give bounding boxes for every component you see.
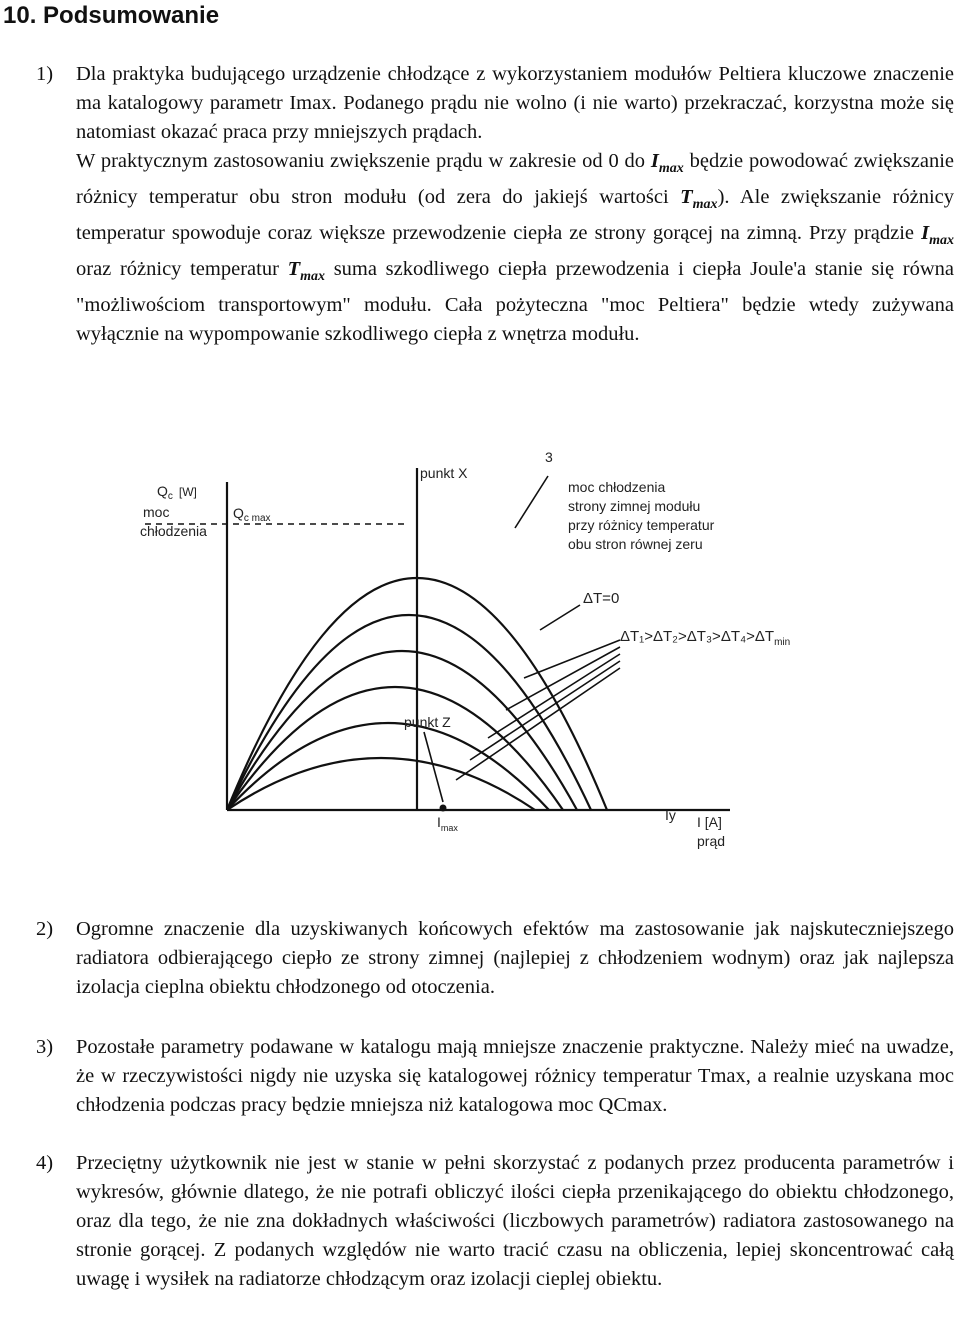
pointer-dt1: [524, 640, 620, 678]
item-body: Ogromne znaczenie dla uzyskiwanych końcowych efektów ma zastosowanie jak najskuteczniejszego radiatora odbierającego ciepło ze strony zimnej (najlepiej z chłodzeniem wodnym) oraz jak najlepsza izolacja cieplna obiektu chłodzonego od otoczenia.: [76, 918, 954, 998]
svg-text:Qc[W]: [157, 483, 197, 502]
legend-line-1: moc chłodzenia: [568, 479, 666, 495]
item-body: Przeciętny użytkownik nie jest w stanie w pełni skorzystać z podanych przez producenta parametrów i wykresów, głównie dlatego, że nie potrafi obliczyć ilości ciepła przenikającego do obiektu chłodzonego, oraz dla tego, że nie zna dokładnych właściwości (liczbowych parametrów) radiatora zastosowanego na stronie gorącej. Z podanych względów nie warto tracić czasu na obliczenia, lepiej skoncentrować całą uwagę i wysiłek na radiatorze chłodzącym oraz izolacji cieplej obiektu.: [76, 1152, 954, 1290]
x-imax-symbol: I: [437, 814, 441, 830]
list-item-1: [36, 60, 954, 349]
paragraph-current-increase: [76, 147, 954, 349]
delta-t0-label: ΔT=0: [583, 590, 620, 607]
pointer-dt4: [470, 661, 620, 760]
item-number: 1): [36, 63, 54, 85]
symbol-imax: $I_{max}$: [650, 150, 684, 177]
pointer-dtmin: [456, 668, 620, 780]
symbol-tmax: $T_{max}$: [287, 258, 326, 285]
item-number: 4): [36, 1152, 54, 1174]
delta-t-series-sub: min: [774, 637, 791, 648]
pointer-curve-3: [515, 476, 548, 528]
item-body: [76, 60, 954, 349]
x-imax-sub: max: [440, 823, 458, 833]
x-axis-label: prąd: [697, 833, 726, 849]
text-run: będzie powodować zwiększanie różnicy temperatur obu stron modułu (od zera do jakiejś wartości: [76, 150, 955, 209]
legend-line-2: strony zimnej modułu: [568, 498, 701, 514]
y-axis-label-chlodzenia: chłodzenia: [140, 523, 207, 539]
section-heading: 10. Podsumowanie: [3, 2, 220, 29]
symbol-imax: $I_{max}$: [921, 222, 954, 249]
qcmax-symbol: Q: [233, 505, 244, 521]
item-number: 2): [36, 918, 54, 940]
svg-text:Qc max: [233, 505, 271, 524]
punkt-x-label: punkt X: [420, 465, 468, 481]
curve-dtmin: [227, 758, 535, 810]
item-number: 3): [36, 1036, 54, 1058]
text-run: suma szkodliwego ciepła przewodzenia i ciepła Joule'a stanie się równa "możliwościom transportowym" modułu. Cała pożyteczna "moc Peltiera" będzie wtedy zużywana wyłącznie na wypompowanie szkodliwego ciepła z wnętrza modułu.: [76, 258, 955, 346]
x-axis-unit: I [A]: [697, 814, 722, 830]
curve-number-label: 3: [545, 449, 553, 465]
list-item-3: [36, 1033, 954, 1120]
list-item-4: [36, 1149, 954, 1294]
text-run: oraz różnicy temperatur: [76, 258, 288, 281]
y-axis-label-moc: moc: [143, 504, 170, 520]
pointer-dt2: [506, 647, 620, 710]
y-axis-symbol: Q: [157, 483, 168, 499]
delta-t-series: ΔT₁>ΔT₂>ΔT₃>ΔT₄>ΔT: [620, 628, 775, 645]
item-body: Pozostałe parametry podawane w katalogu mają mniejsze znaczenie praktyczne. Należy mieć na uwadze, że w rzeczywistości nigdy nie uzyska się katalogowej różnicy temperatur Tmax, a realnie uzyskana moc chłodzenia podczas pracy będzie mniejsza niż katalogowa moc QCmax.: [76, 1036, 954, 1116]
pointer-dt0: [540, 605, 580, 630]
punkt-z-label: punkt Z: [404, 714, 451, 730]
svg-text:Imax: [437, 814, 458, 833]
text-run: ). Ale zwiększanie różnicy temperatur spowoduje coraz większe przewodzenie ciepła ze strony gorącej na zimną. Przy prądzie: [76, 186, 954, 245]
text-run: W praktycznym zastosowaniu zwiększenie prądu w zakresie od 0 do: [76, 150, 651, 172]
punkt-z-marker: [440, 805, 447, 812]
list-item-2: [36, 915, 954, 1002]
y-axis-symbol-sub: c: [167, 491, 173, 502]
paragraph-imax: Dla praktyka budującego urządzenie chłodzące z wykorzystaniem modułów Peltiera kluczowe znaczenie ma katalogowy parametr Imax. Podanego prądu nie wolno (i nie warto) przekraczać, korzystna może się natomiast okazać praca przy mniejszych prądach.: [76, 63, 954, 143]
peltier-diagram: [0, 440, 960, 870]
svg-text:ΔT₁>ΔT₂>ΔT₃>ΔT₄>ΔTmin: [620, 628, 790, 648]
punkt-z-pointer: [424, 732, 443, 802]
legend-line-4: obu stron równej zeru: [568, 536, 703, 552]
qcmax-sub: c max: [243, 513, 271, 524]
symbol-tmax: $T_{max}$: [680, 186, 718, 213]
y-axis-unit: [W]: [178, 485, 197, 499]
x-iy-label: Iy: [665, 807, 676, 823]
legend-line-3: przy różnicy temperatur: [568, 517, 715, 533]
